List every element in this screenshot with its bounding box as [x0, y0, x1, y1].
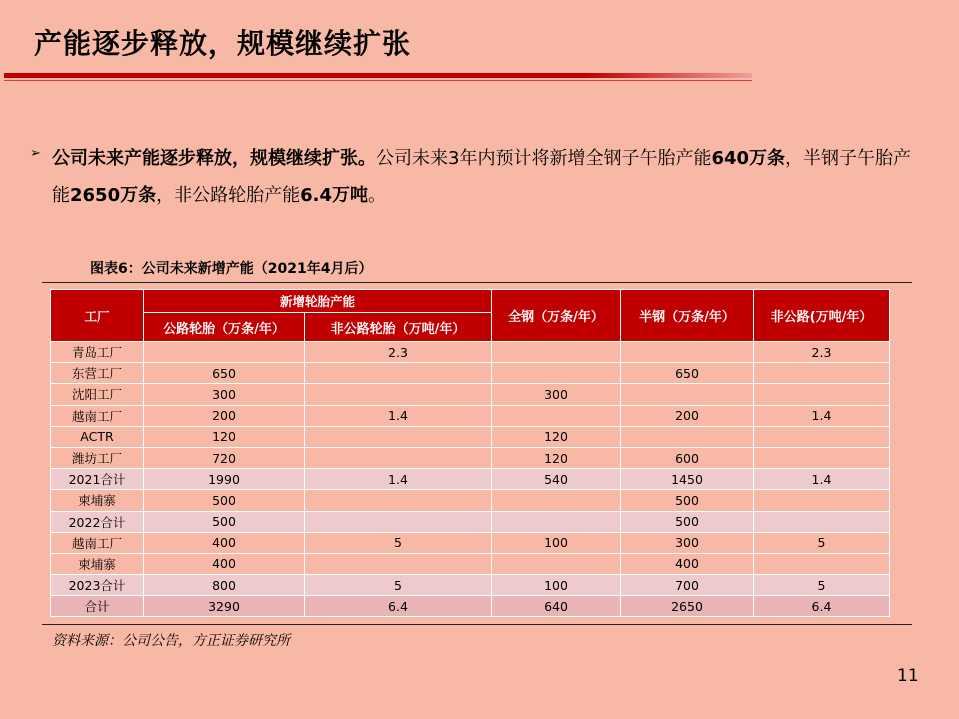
factory-cell: 越南工厂 [51, 532, 144, 553]
value-cell-c5 [754, 511, 890, 532]
para-bold-1: 公司未来产能逐步释放，规模继续扩张。 [52, 148, 376, 169]
value-cell-c3: 120 [492, 447, 621, 468]
value-cell-c2 [305, 490, 492, 511]
value-cell-c5: 1.4 [754, 469, 890, 490]
chart-title: 图表6：公司未来新增产能（2021年4月后） [90, 261, 373, 277]
para-text-1: 公司未来3年内预计将新增全钢子午胎产能 [376, 148, 712, 169]
para-text-4: 。 [368, 185, 386, 206]
factory-cell: 青岛工厂 [51, 342, 144, 363]
factory-cell: 潍坊工厂 [51, 447, 144, 468]
factory-cell: 柬埔寨 [51, 553, 144, 574]
para-text-2: ，半钢子午胎产能 [52, 148, 912, 206]
value-cell-c2: 5 [305, 532, 492, 553]
factory-cell: 2021合计 [51, 469, 144, 490]
value-cell-c1: 720 [144, 447, 305, 468]
value-cell-c4: 500 [621, 511, 754, 532]
value-cell-c2: 1.4 [305, 469, 492, 490]
table-row [51, 447, 890, 468]
table-row [51, 553, 890, 574]
value-cell-c5: 1.4 [754, 405, 890, 426]
table-row [51, 511, 890, 532]
table-row [51, 490, 890, 511]
value-cell-c3: 100 [492, 575, 621, 596]
header-group: 新增轮胎产能 [144, 290, 492, 313]
value-cell-c4 [621, 384, 754, 405]
value-cell-c5: 5 [754, 575, 890, 596]
value-cell-c1: 500 [144, 490, 305, 511]
value-cell-c3 [492, 511, 621, 532]
table-row [51, 575, 890, 596]
value-cell-c5 [754, 447, 890, 468]
capacity-table [50, 289, 890, 617]
value-cell-c3: 120 [492, 426, 621, 447]
value-cell-c2 [305, 426, 492, 447]
value-cell-c5 [754, 384, 890, 405]
slide-title: 产能逐步释放，规模继续扩张 [34, 27, 412, 60]
value-cell-c3 [492, 363, 621, 384]
para-text-3: ，非公路轮胎产能 [156, 185, 301, 206]
value-cell-c3: 640 [492, 596, 621, 617]
value-cell-c1: 650 [144, 363, 305, 384]
factory-cell: 2023合计 [51, 575, 144, 596]
value-cell-c1: 200 [144, 405, 305, 426]
value-cell-c2: 1.4 [305, 405, 492, 426]
value-cell-c4: 600 [621, 447, 754, 468]
chart-top-rule [42, 282, 912, 283]
source-note: 资料来源：公司公告，方正证券研究所 [52, 633, 290, 649]
table-row [51, 405, 890, 426]
value-cell-c1: 300 [144, 384, 305, 405]
table-row [51, 363, 890, 384]
value-cell-c5 [754, 553, 890, 574]
factory-cell: ACTR [51, 426, 144, 447]
value-cell-c1: 500 [144, 511, 305, 532]
value-cell-c4: 1450 [621, 469, 754, 490]
value-cell-c4: 400 [621, 553, 754, 574]
value-cell-c4 [621, 426, 754, 447]
table-row [51, 384, 890, 405]
value-cell-c2 [305, 511, 492, 532]
factory-cell: 东营工厂 [51, 363, 144, 384]
factory-cell: 柬埔寨 [51, 490, 144, 511]
value-cell-c2: 5 [305, 575, 492, 596]
table-row [51, 342, 890, 363]
factory-cell: 2022合计 [51, 511, 144, 532]
header-col4: 半钢（万条/年） [621, 290, 754, 342]
factory-cell: 越南工厂 [51, 405, 144, 426]
chart-bottom-rule [42, 624, 912, 625]
value-cell-c1: 120 [144, 426, 305, 447]
header-col2: 非公路轮胎（万吨/年） [305, 313, 492, 342]
header-col3: 全钢（万条/年） [492, 290, 621, 342]
value-cell-c5: 2.3 [754, 342, 890, 363]
value-cell-c4 [621, 342, 754, 363]
para-bold-2: 640万条 [711, 148, 786, 169]
header-factory: 工厂 [51, 290, 144, 342]
value-cell-c5 [754, 490, 890, 511]
value-cell-c1: 400 [144, 532, 305, 553]
page-number: 11 [897, 666, 919, 686]
value-cell-c3 [492, 342, 621, 363]
value-cell-c2: 6.4 [305, 596, 492, 617]
header-col5: 非公路(万吨/年） [754, 290, 890, 342]
table-row [51, 426, 890, 447]
value-cell-c1: 1990 [144, 469, 305, 490]
summary-paragraph [52, 140, 912, 214]
value-cell-c5 [754, 363, 890, 384]
value-cell-c3 [492, 490, 621, 511]
title-underline [4, 73, 752, 78]
bullet-arrow-icon: ➢ [30, 146, 41, 161]
value-cell-c3 [492, 553, 621, 574]
value-cell-c4: 2650 [621, 596, 754, 617]
value-cell-c5 [754, 426, 890, 447]
value-cell-c3: 540 [492, 469, 621, 490]
value-cell-c2 [305, 553, 492, 574]
title-underline-thin [4, 80, 752, 81]
value-cell-c5: 6.4 [754, 596, 890, 617]
header-col1: 公路轮胎（万条/年） [144, 313, 305, 342]
value-cell-c5: 5 [754, 532, 890, 553]
value-cell-c2 [305, 384, 492, 405]
value-cell-c3: 100 [492, 532, 621, 553]
para-bold-3: 2650万条 [70, 185, 157, 206]
value-cell-c1: 800 [144, 575, 305, 596]
para-bold-4: 6.4万吨 [300, 185, 368, 206]
value-cell-c3: 300 [492, 384, 621, 405]
value-cell-c2 [305, 447, 492, 468]
table-row [51, 532, 890, 553]
factory-cell: 合计 [51, 596, 144, 617]
value-cell-c1: 3290 [144, 596, 305, 617]
table-row [51, 469, 890, 490]
table-row [51, 596, 890, 617]
value-cell-c3 [492, 405, 621, 426]
value-cell-c4: 500 [621, 490, 754, 511]
value-cell-c4: 650 [621, 363, 754, 384]
factory-cell: 沈阳工厂 [51, 384, 144, 405]
value-cell-c2 [305, 363, 492, 384]
value-cell-c4: 700 [621, 575, 754, 596]
value-cell-c1 [144, 342, 305, 363]
value-cell-c2: 2.3 [305, 342, 492, 363]
value-cell-c4: 300 [621, 532, 754, 553]
value-cell-c4: 200 [621, 405, 754, 426]
value-cell-c1: 400 [144, 553, 305, 574]
